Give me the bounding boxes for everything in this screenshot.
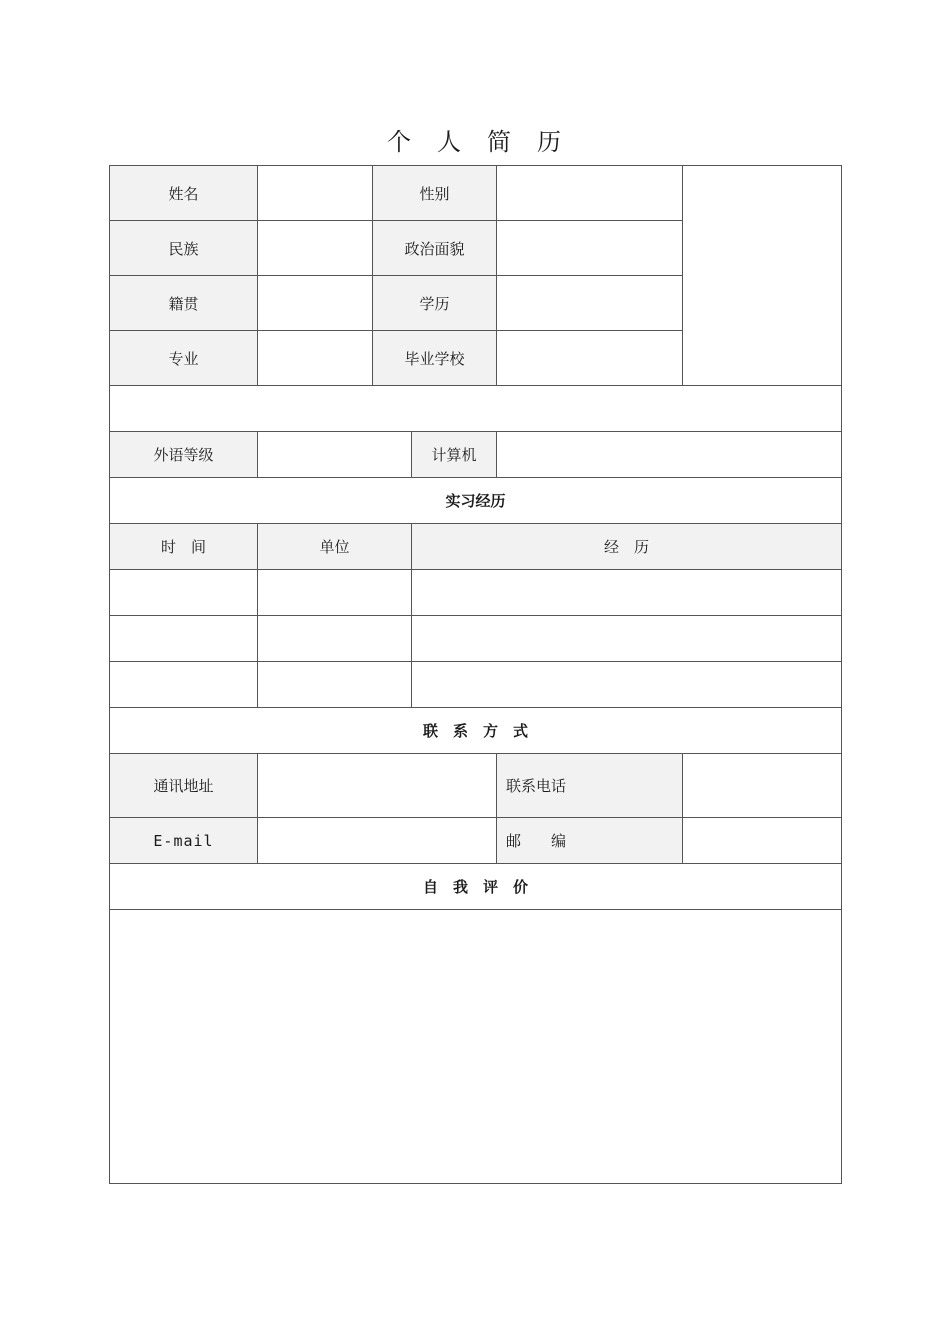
title-char: 人 xyxy=(437,128,463,156)
address-field[interactable] xyxy=(258,754,497,818)
ethnicity-field[interactable] xyxy=(258,221,373,276)
hometown-label: 籍贯 xyxy=(110,276,258,331)
name-label: 姓名 xyxy=(110,166,258,221)
resume-table xyxy=(109,165,842,1184)
table-row xyxy=(110,570,842,616)
school-field[interactable] xyxy=(497,331,683,386)
table-row xyxy=(110,616,842,662)
unit-cell[interactable] xyxy=(258,570,412,616)
school-label: 毕业学校 xyxy=(373,331,497,386)
gender-label: 性别 xyxy=(373,166,497,221)
gender-field[interactable] xyxy=(497,166,683,221)
internship-heading: 实习经历 xyxy=(110,478,842,524)
postcode-field[interactable] xyxy=(683,818,842,864)
experience-cell[interactable] xyxy=(412,662,842,708)
time-cell[interactable] xyxy=(110,662,258,708)
political-field[interactable] xyxy=(497,221,683,276)
time-cell[interactable] xyxy=(110,616,258,662)
computer-label: 计算机 xyxy=(412,432,497,478)
unit-cell[interactable] xyxy=(258,616,412,662)
major-field[interactable] xyxy=(258,331,373,386)
phone-label: 联系电话 xyxy=(497,754,683,818)
blank-row[interactable] xyxy=(110,386,842,432)
experience-cell[interactable] xyxy=(412,616,842,662)
education-field[interactable] xyxy=(497,276,683,331)
ethnicity-label: 民族 xyxy=(110,221,258,276)
language-label: 外语等级 xyxy=(110,432,258,478)
col-experience-header: 经 历 xyxy=(412,524,842,570)
name-field[interactable] xyxy=(258,166,373,221)
self-eval-heading: 自 我 评 价 xyxy=(110,864,842,910)
col-unit-header: 单位 xyxy=(258,524,412,570)
title-char: 历 xyxy=(537,128,563,156)
education-label: 学历 xyxy=(373,276,497,331)
postcode-label: 邮 编 xyxy=(497,818,683,864)
col-time-header: 时 间 xyxy=(110,524,258,570)
experience-cell[interactable] xyxy=(412,570,842,616)
email-label: E-mail xyxy=(110,818,258,864)
address-label: 通讯地址 xyxy=(110,754,258,818)
unit-cell[interactable] xyxy=(258,662,412,708)
page-title xyxy=(0,122,950,157)
title-char: 简 xyxy=(487,128,513,156)
computer-field[interactable] xyxy=(497,432,842,478)
time-cell[interactable] xyxy=(110,570,258,616)
language-field[interactable] xyxy=(258,432,412,478)
phone-field[interactable] xyxy=(683,754,842,818)
hometown-field[interactable] xyxy=(258,276,373,331)
table-row xyxy=(110,662,842,708)
email-field[interactable] xyxy=(258,818,497,864)
title-char: 个 xyxy=(387,128,413,156)
major-label: 专业 xyxy=(110,331,258,386)
contact-heading: 联 系 方 式 xyxy=(110,708,842,754)
photo-box[interactable] xyxy=(683,166,842,386)
self-eval-field[interactable] xyxy=(110,910,842,1184)
political-label: 政治面貌 xyxy=(373,221,497,276)
